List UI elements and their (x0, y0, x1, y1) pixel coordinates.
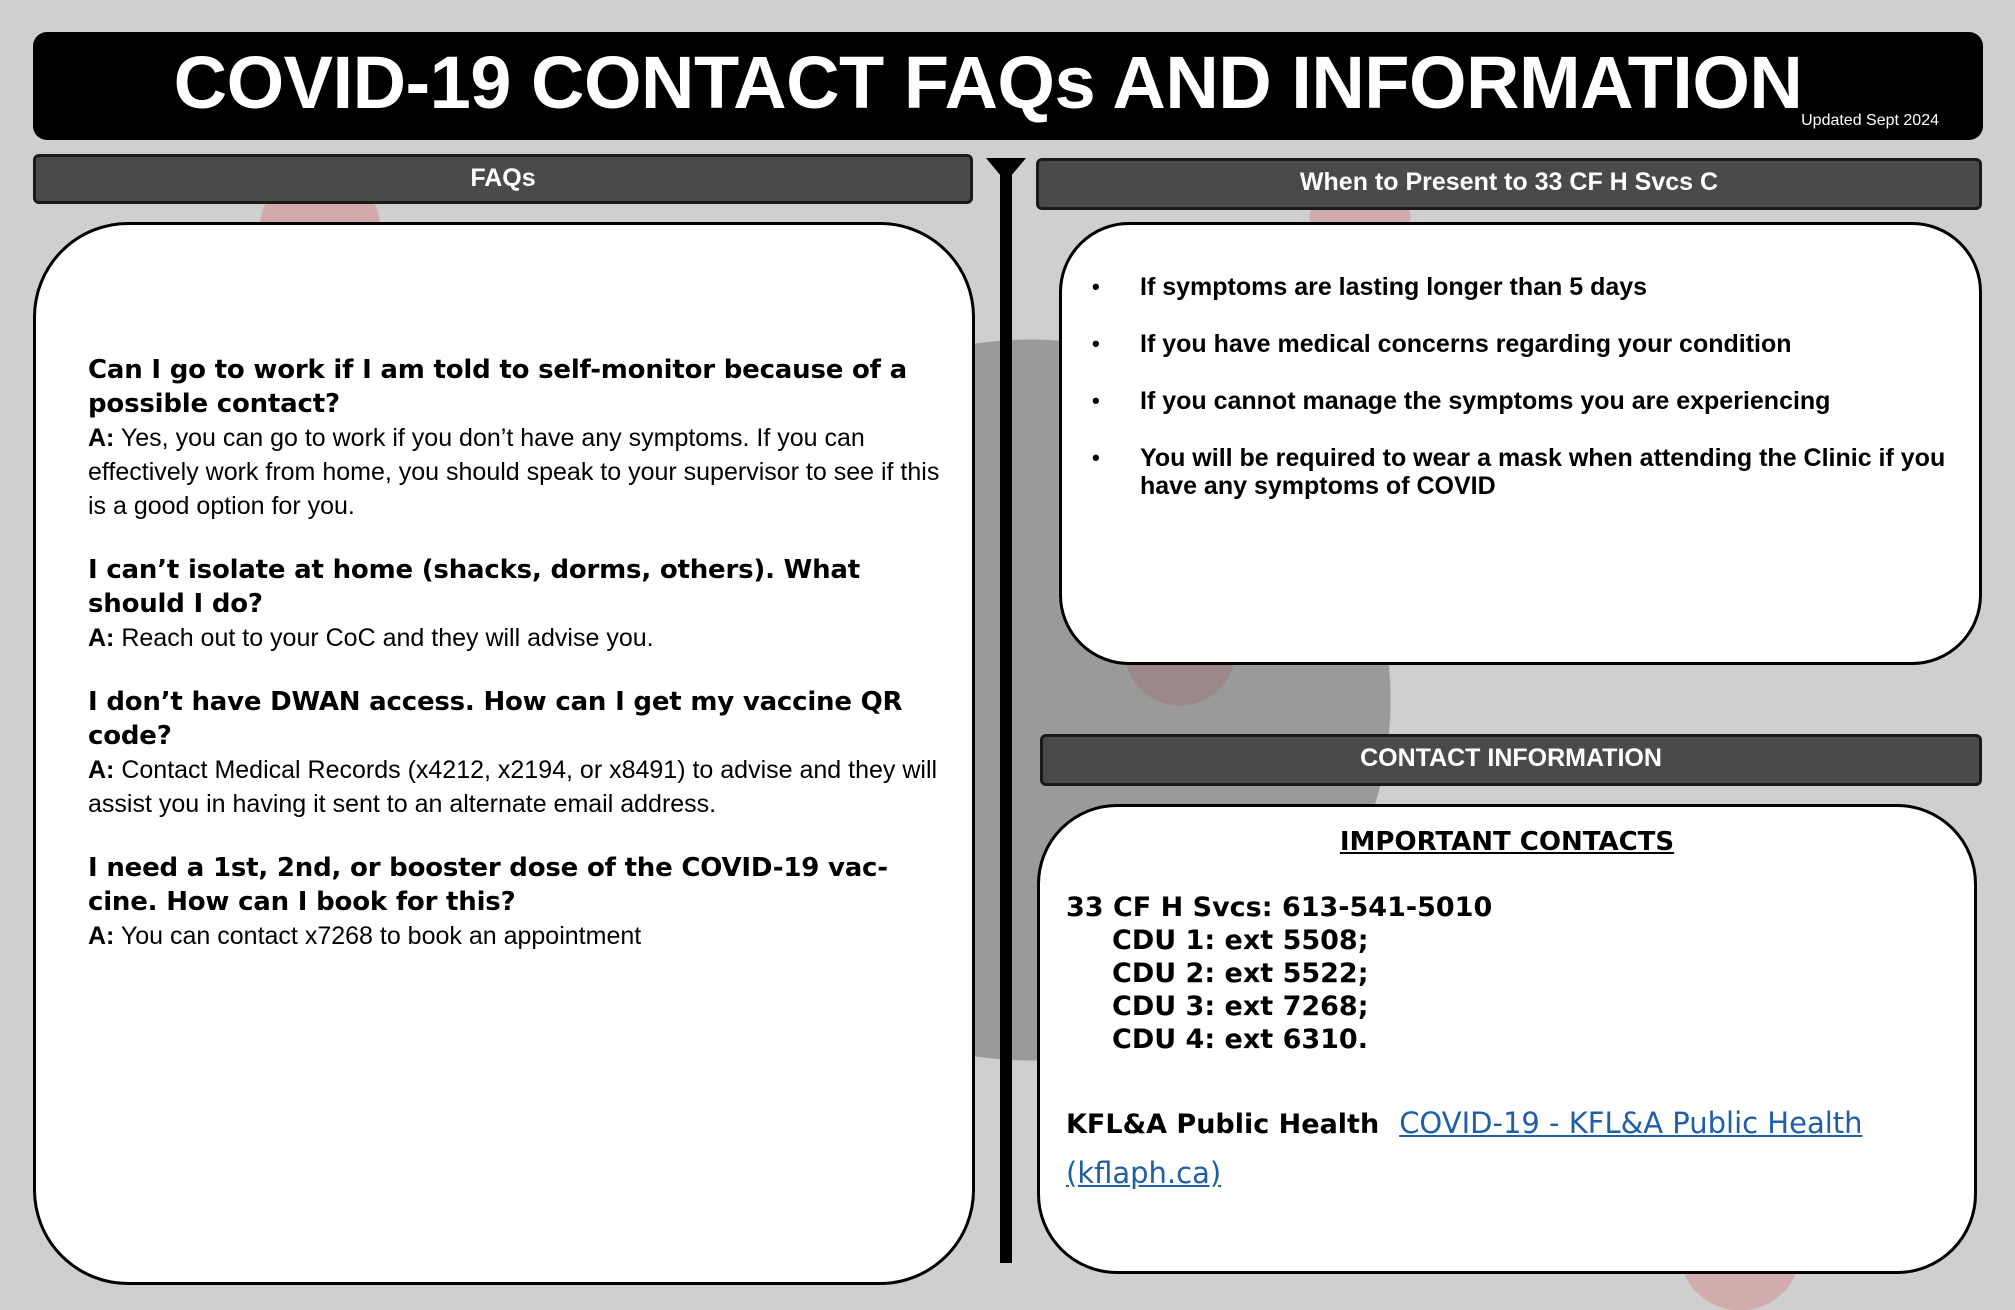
faqs-heading-bar (33, 154, 973, 204)
column-divider (1000, 165, 1012, 1263)
answer-text: Yes, you can go to work if you don’t have any symptoms. If you can effectively work from home, you should speak to your supervisor to see if this is a good option for you. (88, 424, 940, 520)
present-list (1092, 273, 1992, 529)
faq-answer (88, 753, 948, 821)
faq-answer (88, 621, 948, 655)
extension-line: CDU 4: ext 6310. (1112, 1024, 1368, 1055)
faq-item (88, 553, 948, 655)
faqs-heading: FAQs (470, 164, 536, 192)
faq-item (88, 353, 948, 523)
updated-date: Updated Sept 2024 (1801, 112, 1939, 129)
faq-answer (88, 421, 948, 523)
answer-text: Contact Medical Records (x4212, x2194, or x8491) to advise and they will assist you in having it sent to an alternate email address. (88, 756, 938, 818)
answer-prefix: A: (88, 424, 115, 452)
kfla-row (1066, 1099, 1926, 1199)
extension-line: CDU 1: ext 5508; (1112, 925, 1369, 956)
contact-card (1037, 804, 1977, 1274)
present-item: • If symptoms are lasting longer than 5 days (1092, 273, 1992, 301)
kfla-link[interactable]: COVID-19 - KFL&A Public Health (kflaph.ca) (1066, 1106, 1863, 1190)
faq-list (88, 353, 948, 983)
present-item: • If you cannot manage the symptoms you are experiencing (1092, 387, 1992, 415)
faq-question: Can I go to work if I am told to self-monitor because of a possible contact? (88, 355, 907, 419)
answer-prefix: A: (88, 624, 115, 652)
present-card (1059, 222, 1982, 665)
faq-question: I need a 1st, 2nd, or booster dose of the COVID-19 vac-cine. How can I book for this? (88, 853, 888, 917)
title-banner (33, 32, 1983, 140)
present-heading-bar (1036, 158, 1982, 210)
answer-prefix: A: (88, 922, 115, 950)
faq-item (88, 851, 948, 953)
present-item: • You will be required to wear a mask when attending the Clinic if you have any symptoms of COVID (1092, 444, 1992, 500)
faq-item (88, 685, 948, 821)
important-contacts-heading: IMPORTANT CONTACTS (1339, 827, 1675, 857)
faq-answer (88, 919, 948, 953)
contact-lines (1066, 891, 1966, 1056)
extension-line: CDU 2: ext 5522; (1112, 958, 1369, 989)
contact-heading-bar (1040, 734, 1982, 786)
page-title: COVID-19 CONTACT FAQs AND INFORMATION (173, 41, 1803, 124)
main-phone: 33 CF H Svcs: 613-541-5010 (1066, 892, 1493, 923)
present-heading: When to Present to 33 CF H Svcs C (1299, 168, 1719, 196)
answer-text: You can contact x7268 to book an appointment (120, 922, 642, 950)
answer-text: Reach out to your CoC and they will advise you. (121, 624, 654, 652)
present-item: • If you have medical concerns regarding your condition (1092, 330, 1992, 358)
answer-prefix: A: (88, 756, 115, 784)
faqs-card (33, 222, 975, 1285)
extension-line: CDU 3: ext 7268; (1112, 991, 1369, 1022)
contact-heading: CONTACT INFORMATION (1360, 744, 1662, 772)
kfla-label: KFL&A Public Health (1066, 1109, 1380, 1140)
faq-question: I can’t isolate at home (shacks, dorms, others). What should I do? (88, 555, 860, 619)
faq-question: I don’t have DWAN access. How can I get my vaccine QR code? (88, 687, 903, 751)
